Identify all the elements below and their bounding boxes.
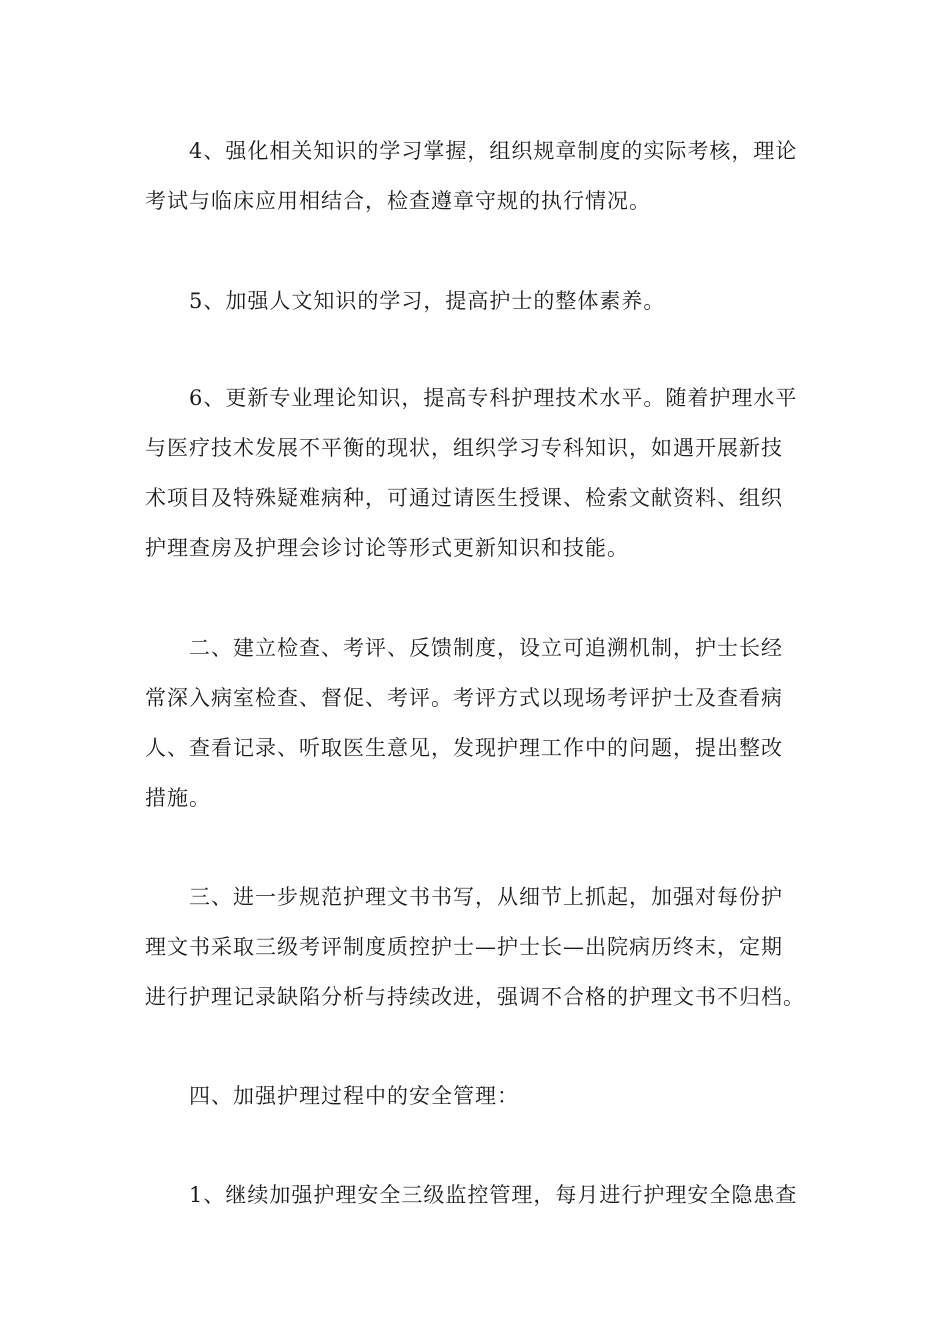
paragraph-knowledge-assessment [145,126,807,226]
text-line: 四、加强护理过程中的安全管理： [189,1084,519,1108]
text-line: 措施。 [145,786,211,810]
text-line: 三、进一步规范护理文书书写，从细节上抓起，加强对每份护 [189,885,783,909]
text-line: 术项目及特殊疑难病种，可通过请医生授课、检索文献资料、组织 [145,486,783,510]
text-line: 1、继续加强护理安全三级监控管理，每月进行护理安全隐患查 [189,1183,798,1207]
text-line: 护理查房及护理会诊讨论等形式更新知识和技能。 [145,536,629,560]
paragraph-nursing-documents [145,872,807,1022]
text-line: 进行护理记录缺陷分析与持续改进，强调不合格的护理文书不归档。 [145,985,805,1009]
paragraph-safety-monitoring [145,1170,807,1220]
text-line: 人、查看记录、听取医生意见，发现护理工作中的问题，提出整改 [145,736,783,760]
text-line: 与医疗技术发展不平衡的现状，组织学习专科知识，如遇开展新技 [145,436,783,460]
text-line: 6、更新专业理论知识，提高专科护理技术水平。随着护理水平 [189,386,798,410]
section-heading-safety-management [145,1071,807,1121]
text-line: 5、加强人文知识的学习，提高护士的整体素养。 [189,289,666,313]
text-line: 理文书采取三级考评制度质控护士—护士长—出院病历终末，定期 [145,935,783,959]
paragraph-humanities [145,276,807,326]
text-line: 常深入病室检查、督促、考评。考评方式以现场考评护士及查看病 [145,686,783,710]
text-line: 4、强化相关知识的学习掌握，组织规章制度的实际考核，理论 [189,139,798,163]
paragraph-professional-theory [145,373,807,573]
text-line: 二、建立检查、考评、反馈制度，设立可追溯机制，护士长经 [189,636,783,660]
text-line: 考试与临床应用相结合，检查遵章守规的执行情况。 [145,189,651,213]
paragraph-inspection-system [145,623,807,823]
